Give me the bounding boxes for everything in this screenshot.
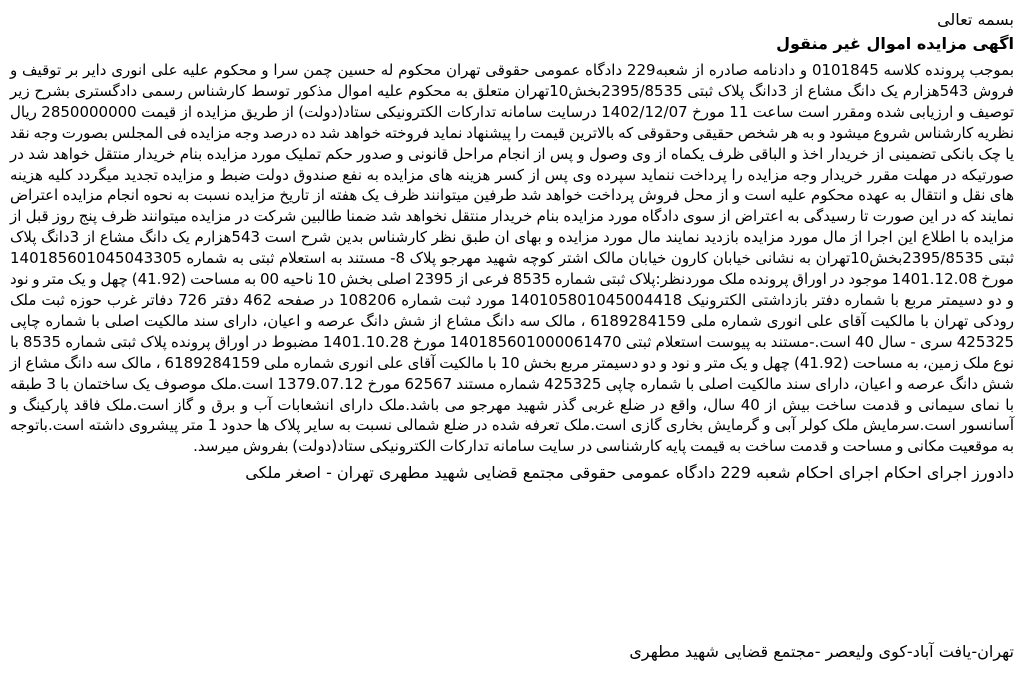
page-title: اگهی مزایده اموال غیر منقول [776, 34, 1014, 53]
notice-body-paragraph: بموجب پرونده کلاسه 0101845 و دادنامه صادره از شعبه229 دادگاه عمومی حقوقی تهران محکوم له حسین چمن سرا و محکوم علیه علی انوری دایر بر توقیف و فروش 543هزارم یک دانگ مشاع از 3دانگ پلاک ثبتی 2395/8535بخش10تهران متعلق به محکوم علیه اموال مذکور توسط کارشناس رسمی دادگستری بشرح زیر توصیف و ارزیابی شده ومقرر است ساعت 11 مورخ 1402/12/07 درسایت سامانه تدارکات الکترونیکی ستاد(دولت) از طریق مزایده از قیمت 2850000000 ریال نظریه کارشناس شروع میشود و به هر شخص حقیقی وحقوقی که بالاترین قیمت را پیشنهاد نماید فروخته خواهد شد ده درصد وجه مزایده فی المجلس بصورت وجه نقد یا چک بانکی تضمینی از خریدار اخذ و الباقی ظرف یکماه از وی وصول و پس از انجام مراحل قانونی و صدور حکم تملیک مورد مزایده بنام خریدار منتقل خواهد شد در صورتیکه در مهلت مقرر خریدار وجه مزایده را پرداخت ننماید سپرده وی پس از کسر هزینه های مزایده به نفع صندوق دولت ضبط و مزایده تجدید میگردد کلیه هزینه های نقل و انتقال به عهده محکوم علیه است و از محل فروش پرداخت خواهد شد طرفین میتوانند ظرف یک هفته از تاریخ مزایده نسبت به نحوه انجام مزایده اعتراض نمایند که در این صورت تا رسیدگی به اعتراض از سوی دادگاه مورد مزایده بنام خریدار منتقل نخواهد شد ضمنا طالبین شرکت در مزایده میتوانند ظرف پنج روز قبل از مزایده با اطلاع این اجرا از مال مورد مزایده بازدید نمایند مال مورد مزایده و بهای ان طبق نظر کارشناس بدین شرح است 543هزارم یک دانگ مشاع از 3دانگ پلاک ثبتی 2395/8535بخش10تهران به نشانی خیابان کارون خیابان مالک اشتر کوچه شهید مهرجو پلاک 8- مستند به استعلام ثبتی به شماره 140185601045043305 مورخ 1401.12.08 موجود در اوراق پرونده ملک موردنظر:پلاک ثبتی شماره 8535 فرعی از 2395 اصلی بخش 10 ناحیه 00 به مساحت (41.92) چهل و یک متر و نود و دو دسیمتر مربع با شماره دفتر بازداشتی الکترونیک 140105801045004418 مورد ثبت شماره 108206 در صفحه 462 دفتر 726 دفاتر غرب حوزه ثبت ملک رودکی تهران با مالکیت آقای علی انوری شماره ملی 6189284159 ، مالک سه دانگ مشاع از شش دانگ عرصه و اعیان، دارای سند مالکیت اصلی با شماره چاپی 425325 سری - سال 40 است.-مستند به پیوست استعلام ثبتی 140185601000061470 مورخ 1401.10.28 مضبوط در اوراق پرونده پلاک ثبتی شماره 8535 با نوع ملک زمین، به مساحت (41.92) چهل و یک متر و نود و دو دسیمتر مربع بخش 10 با مالکیت آقای علی انوری شماره ملی 6189284159 ، مالک سه دانگ مشاع از شش دانگ عرصه و اعیان، دارای سند مالکیت اصلی با شماره چاپی 425325 شماره مستند 62567 مورخ 1379.07.12 است.ملک موصوف یک ساختمان با 3 طبقه با نمای سیمانی و قدمت ساخت بیش از 40 سال، واقع در ضلع غربی گذر شهید مهرجو می باشد.ملک دارای انشعابات آب و برق و گاز است.ملک فاقد پارکینگ و آسانسور است.سرمایش ملک کولر آبی و گرمایش بخاری گازی است.ملک تعرفه شده در ضلع شمالی نسبت به سایر پلاک ها حدود 1 متر پیشروی داشته است.باتوجه به موقعیت مکانی و مساحت و قدمت ساخت به قیمت پایه کارشناسی در سایت سامانه تدارکات الکترونیکی ستاد(دولت) بفروش میرسد. [10, 61, 1015, 456]
signature-line: دادورز اجرای احکام اجرای احکام شعبه 229 دادگاه عمومی حقوقی مجتمع قضایی شهید مطهری تهران - اصغر ملکی [245, 463, 1014, 483]
address-line: تهران-یافت آباد-کوی ولیعصر -مجتمع قضایی شهید مطهری [629, 642, 1014, 661]
bismillah-heading: بسمه تعالی [937, 10, 1014, 29]
